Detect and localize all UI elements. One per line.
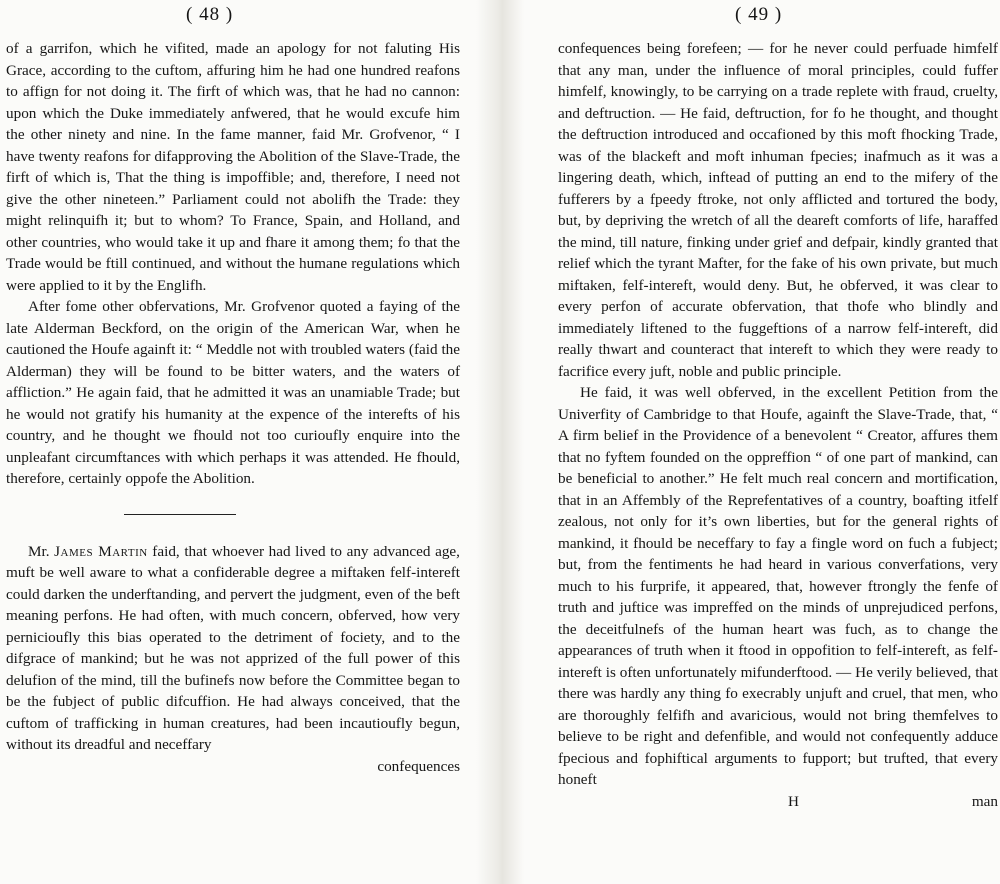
page-text [6,38,460,777]
catchword: confequences [377,757,460,775]
paragraph: confequences being forefeen; — for he never could perfuade himfelf that any man, under the influence of moral principles, could fuffer himfelf, knowingly, to be carrying on a trade replete with fraud, cruelty, and deftruction. — He faid, deftruction, for fo he thought, and thought the deftruction introduced and occafioned by this moft fhocking Trade, was of the blackeft and moft inhuman fpecies; inafmuch as it was a lingering death, which, inftead of putting an end to the mifery of the fufferers by a fpeedy ftroke, not only afflicted and tortured the body, but, by depriving the wretch of all the deareft comforts of life, haraffed the mind, till nature, finking under grief and defpair, kindly granted that relief which the tyrant Mafter, for the fake of his own private, but much miftaken, felf-intereft, would deny. But, he obferved, it was clear to every perfon of accurate obfervation, that thofe who blindly and immediately liftened to the fuggeftions of a narrow felf-intereft, did really thwart and counteract that intereft to which they were ready to facrifice every juft, noble and public principle. [558,40,998,380]
speaker-name: James Martin [54,542,148,560]
speaker-prefix: Mr. [28,542,55,560]
page-number: ( 49 ) [735,4,783,25]
book-gutter [476,0,524,884]
catchword: man [971,792,998,810]
page-number: ( 48 ) [186,4,234,25]
signature-mark: H [788,792,799,810]
section-divider [124,514,236,515]
page-footer [558,791,998,813]
paragraph-body: faid, that whoever had lived to any advanced age, muft be well aware to what a confiderable degree a miftaken felf-intereft could darken the underftanding, and pervert the judgment, even of the beft meaning perfons. He had often, with much concern, obferved, how very pernicioufly this bias operated to the detriment of fociety, and to the difgrace of mankind; but he was not apprized of the full power of this delufion of the mind, till the bufinefs now before the Committee began to be the fubject of public difcuffion. He had always conceived, that the cuftom of trafficking in human creatures, had been incautioufly begun, without its dreadful and neceffary [6,542,460,753]
paragraph [6,541,460,756]
paragraph: He faid, it was well obferved, in the excellent Petition from the Univerfity of Cambridge to that Houfe, againft the Slave-Trade, that, “ A firm belief in the Providence of a benevolent “ Creator, affures them that no fyftem founded on the oppreffion “ of one part of mankind, can be beneficial to another.” He felt much real concern and mortification, that in an Affembly of the Reprefentatives of a country, boafting itfelf zealous, not only for it’s own liberties, but for the general rights of mankind, it fhould be neceffary to fay a fingle word on fuch a fubject; but, from the fentiments he had heard in various converfations, very much to his furprife, it appeared, that, however ftrongly the fenfe of truth and juftice was impreffed on the minds of unprejudiced perfons, the deceitfulnefs of the human heart was fuch, as to change the appearances of truth when it ftood in oppofition to felf-intereft, as felf-intereft is often unfortunately mifunderftood. — He verily believed, that there was hardly any thing fo execrably unjuft and cruel, that men, who are thoroughly felfifh and avaricious, would not bring themfelves to believe to be right and defenfible, and would not confequently adduce fpecious and fophiftical arguments to fupport; but trufted, that every honeft [558,384,998,788]
paragraph: of a garrifon, which he vifited, made an apology for not faluting His Grace, according to the cuftom, affuring him he had one hundred reafons to affign for not doing it. The firft of which was, that he had no cannon: upon which the Duke immediately anfwered, that he would excufe him the other ninety and nine. In the fame manner, faid Mr. Grofvenor, “ I have twenty reafons for difapproving the Abolition of the Slave-Trade, the firft of which is, That the thing is impoffible; and, therefore, I need not give the other nineteen.” Parliament could not abolifh the Trade: they might relinquifh it; but to whom? To France, Spain, and Holland, and other countries, who would take it up and fhare it among them; fo that the Trade would be ftill continued, and without the humane regulations which were applied to it by the Englifh. [6,40,460,294]
page-text [558,38,998,812]
paragraph: After fome other obfervations, Mr. Grofvenor quoted a faying of the late Alderman Beckford, on the origin of the American War, when he cautioned the Houfe againft it: “ Meddle not with troubled waters (faid the Alderman) they will be found to be bitter waters, and the waters of affliction.” He again faid, that he admitted it was an unamiable Trade; but he would not gratify his humanity at the expence of the interefts of his country, and he thought we fhould not too curioufly enquire into the unpleafant circumftances with which perhaps it was attended. He fhould, therefore, certainly oppofe the Abolition. [6,298,460,487]
